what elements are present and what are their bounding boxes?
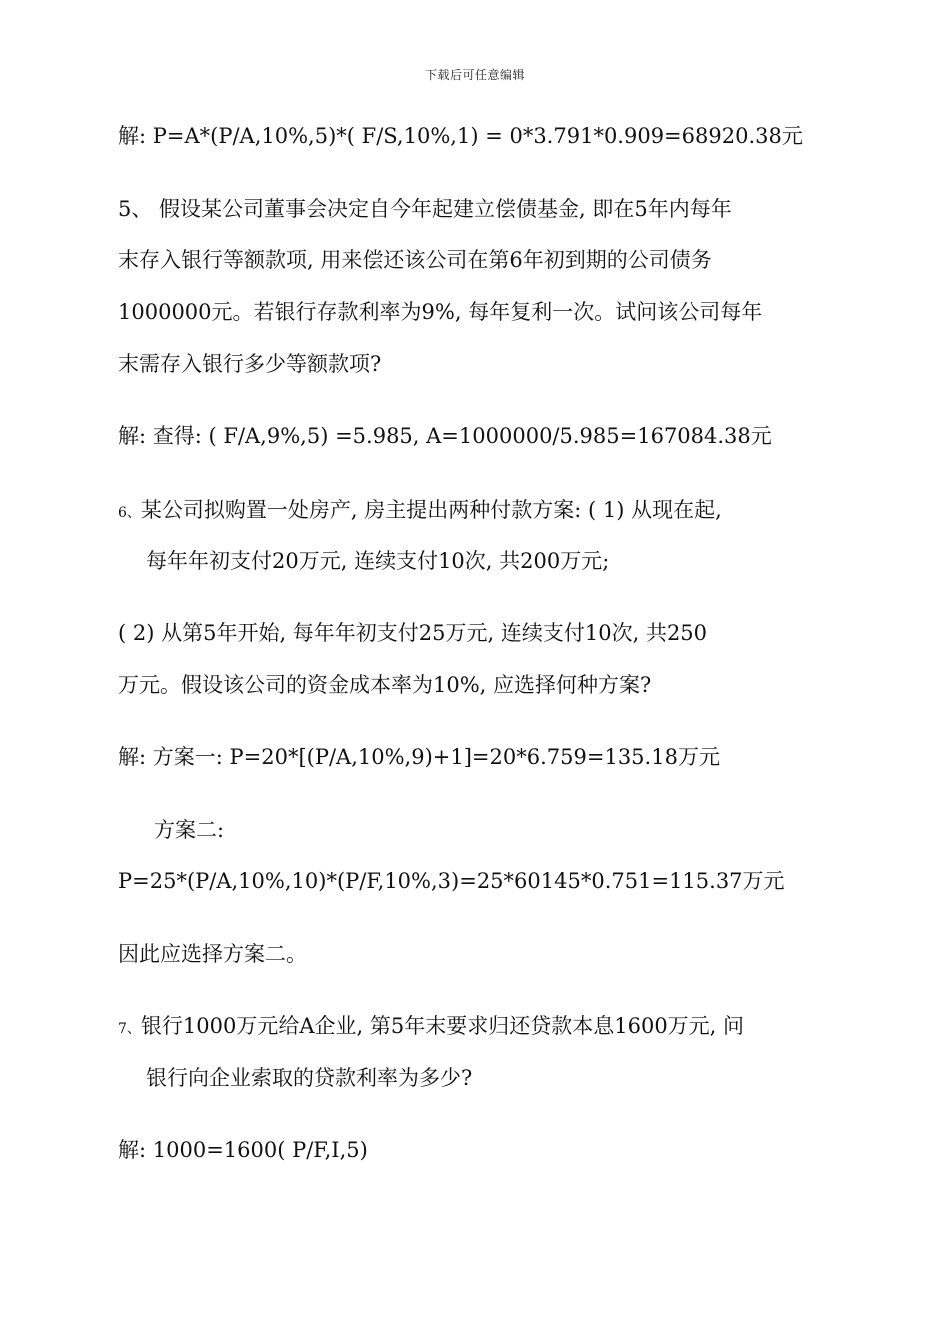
question-5-line-1: 5、 假设某公司董事会决定自今年起建立偿债基金, 即在5年内每年 [118, 197, 732, 221]
question-5-line-3: 1000000元。若银行存款利率为9%, 每年复利一次。试问该公司每年 [118, 300, 763, 324]
answer-7-line: 解: 1000=1600( P/F,I,5) [118, 1138, 368, 1162]
question-6-line-4: 万元。假设该公司的资金成本率为10%, 应选择何种方案? [118, 673, 652, 697]
question-6-line-2: 每年年初支付20万元, 连续支付10次, 共200万元; [146, 549, 610, 573]
answer-6-line-2: 方案二: [154, 818, 225, 842]
question-6-line-3: ( 2) 从第5年开始, 每年年初支付25万元, 连续支付10次, 共250 [118, 621, 708, 645]
question-6-number: 6、 [118, 505, 141, 521]
answer-6-line-1: 解: 方案一: P=20*[(P/A,10%,9)+1]=20*6.759=135.18万元 [118, 745, 720, 769]
question-7-line-1 [118, 1012, 744, 1043]
answer-6-line-3: P=25*(P/A,10%,10)*(P/F,10%,3)=25*60145*0.751=115.37万元 [118, 869, 785, 893]
answer-6-conclusion: 因此应选择方案二。 [118, 942, 307, 966]
question-7-text-1: 银行1000万元给A企业, 第5年末要求归还贷款本息1600万元, 问 [140, 1014, 745, 1038]
answer-4-line: 解: P=A*(P/A,10%,5)*( F/S,10%,1) = 0*3.791*0.909=68920.38元 [118, 124, 803, 148]
question-6-line-1 [118, 496, 722, 527]
question-5-line-4: 末需存入银行多少等额款项? [118, 352, 382, 376]
question-7-line-2: 银行向企业索取的贷款利率为多少? [146, 1066, 473, 1090]
question-7-number: 7、 [118, 1021, 141, 1037]
question-6-text-1: 某公司拟购置一处房产, 房主提出两种付款方案: ( 1) 从现在起, [140, 498, 722, 522]
answer-5-line: 解: 查得: ( F/A,9%,5) =5.985, A=1000000/5.985=167084.38元 [118, 424, 772, 448]
page-header: 下载后可任意编辑 [424, 68, 525, 82]
question-5-line-2: 末存入银行等额款项, 用来偿还该公司在第6年初到期的公司债务 [118, 248, 712, 272]
